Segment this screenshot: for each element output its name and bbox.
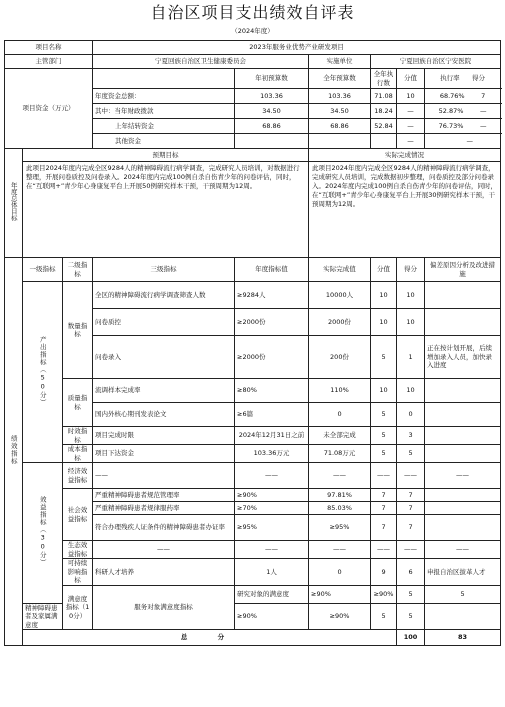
perf-row-reason: [425, 502, 501, 515]
goals-section-label: 年度总体目标: [5, 149, 23, 258]
perf-row-name: 项目下达资金: [93, 445, 235, 463]
perf-row-reason: [425, 445, 501, 463]
perf-row: [5, 585, 501, 603]
perf-row-actual: ≥95%: [309, 515, 371, 541]
perf-row: [5, 541, 501, 559]
perf-row-name: 严重精神障碍患者规律服药率: [93, 502, 235, 515]
perf-row-actual: 200份: [309, 336, 371, 379]
perf-row-name: 精神障碍患者及家属满意度: [23, 603, 63, 630]
funds-row-year: [309, 134, 371, 149]
funds-row-rate-score: [425, 134, 501, 149]
timeliness-label: 时效指标: [63, 427, 93, 445]
perf-row-reason: [425, 489, 501, 502]
eco-label: 生态效益指标: [63, 541, 93, 559]
perf-header-reason: 偏差原因分析及改进措施: [425, 258, 501, 282]
perf-row-score-value: 10: [371, 282, 397, 309]
total-score: 83: [425, 630, 501, 646]
funds-row-initial: 34.50: [235, 104, 309, 119]
goals-expected-text: 此项目2024年度内完成全区9284人的精神障碍流行病学调查，完成研究人员培训，对数据进行整理，开展问卷质控及问卷录入。2024年度内完成100例自杀自伤青少年的问卷评估，同时，在“互联网+”青少年心身康复平台上开展50例研究样本干预，干预周期为12周。: [23, 162, 309, 258]
output-label: 产出指标（50分）: [23, 282, 63, 463]
goals-actual-text: 此项目2024年度内完成全区9284人的精神障碍流行病学调查，完成研究人员培训，完成数据初步整理，问卷质控及部分问卷录入。2024年度内完成100例自杀自伤青少年的问卷评估，同时，在“互联网+”青少年心身康复平台上开展30例研究样本干预，干预周期为12周。: [309, 162, 501, 258]
perf-row: [5, 559, 501, 586]
perf-header-target: 年度指标值: [235, 258, 309, 282]
perf-row-reason: ——: [425, 463, 501, 489]
perf-header-score-value: 分值: [371, 258, 397, 282]
perf-row-target: 1人: [235, 559, 309, 586]
funds-row-name: 上年结转资金: [93, 119, 235, 134]
funds-row-initial: 103.36: [235, 89, 309, 104]
funds-header-blank: [93, 69, 235, 89]
funds-row-executed: 52.84: [371, 119, 397, 134]
impl-label: 实施单位: [309, 55, 371, 69]
dept-row: [5, 55, 501, 69]
perf-row-actual: 71.08万元: [309, 445, 371, 463]
perf-row-score: 6: [397, 559, 425, 586]
perf-row-score-value: 5: [371, 336, 397, 379]
goals-actual-label: 实际完成情况: [309, 149, 501, 162]
funds-header-year: 全年预算数: [309, 69, 371, 89]
perf-row-name: 全区的精神障碍流行病学调查筛查人数: [93, 282, 235, 309]
form-title: 自治区项目支出绩效自评表: [150, 3, 355, 22]
perf-row-score: 7: [397, 515, 425, 541]
perf-row-target: ≥80%: [235, 379, 309, 403]
perf-row-name: 项目完成时限: [93, 427, 235, 445]
perf-row-target: ≥6篇: [235, 403, 309, 427]
funds-row-initial: [235, 134, 309, 149]
perf-row-score: 10: [397, 282, 425, 309]
perf-row: [5, 445, 501, 463]
perf-row-actual: ≥90%: [309, 603, 371, 630]
perf-row-name: 问卷质控: [93, 309, 235, 336]
funds-row-score-value: —: [397, 104, 425, 119]
funds-row-rate-score: [425, 119, 501, 134]
funds-row-name: 其他资金: [93, 134, 235, 149]
perf-row-reason: 正在按计划开展，后续增加录入人员，加快录入进度: [425, 336, 501, 379]
perf-row-target: ≥90%: [309, 585, 371, 603]
dept-label: 主管部门: [5, 55, 93, 69]
perf-header-actual: 实际完成值: [309, 258, 371, 282]
perf-row-score: 7: [397, 502, 425, 515]
perf-row-name: ——: [93, 463, 235, 489]
perf-header-level1: 一级指标: [23, 258, 63, 282]
perf-row-name: 符合办理残疾人证条件的精神障碍患者办证率: [93, 515, 235, 541]
perf-row-reason: ——: [425, 541, 501, 559]
perf-row-reason: [425, 379, 501, 403]
perf-row-name: 国内外核心期刊发表论文: [93, 403, 235, 427]
perf-row-target: ≥2000份: [235, 309, 309, 336]
perf-row: [5, 379, 501, 403]
form-subtitle: （2024年度）: [231, 27, 274, 35]
goals-content-row: [5, 162, 501, 258]
perf-row-target: ≥95%: [235, 515, 309, 541]
impl-value: 宁夏回族自治区宁安医院: [371, 55, 501, 69]
perf-header-row: [5, 258, 501, 282]
perf-row-actual: 85.03%: [309, 502, 371, 515]
perf-row-actual: 0: [309, 403, 371, 427]
perf-row-score-value: ——: [371, 541, 397, 559]
qty-label: 数量指标: [63, 282, 93, 379]
funds-header-score: 得分: [472, 74, 485, 83]
perf-row-reason: [425, 309, 501, 336]
effect-label: 效益指标（30分）: [23, 463, 63, 604]
funds-header-initial: 年初预算数: [235, 69, 309, 89]
perf-row-actual: 110%: [309, 379, 371, 403]
funds-label: 项目资金（万元）: [5, 69, 93, 149]
sustain-label: 可持续影响指标: [63, 559, 93, 586]
perf-section-label: 绩效指标: [5, 258, 23, 646]
perf-row-target: ≥2000份: [235, 336, 309, 379]
satisfaction-label: 满意度指标（10分）: [63, 585, 93, 630]
perf-row-target: ≥90%: [235, 489, 309, 502]
goals-expected-label: 预期目标: [23, 149, 309, 162]
perf-row: [5, 427, 501, 445]
total-score-value: 100: [397, 630, 425, 646]
perf-row-score: ——: [397, 541, 425, 559]
social-label: 社会效益指标: [63, 489, 93, 541]
perf-row-target: 103.36万元: [235, 445, 309, 463]
perf-header-level3: 三级指标: [93, 258, 235, 282]
funds-row-rate: 68.76%: [439, 91, 465, 100]
perf-row-actual: 0: [309, 559, 371, 586]
funds-header-rate: 执行率: [440, 74, 460, 83]
perf-row: [5, 463, 501, 489]
perf-row-score-value: 10: [371, 379, 397, 403]
funds-row-name: 年度资金总额：: [93, 89, 235, 104]
funds-row-year: 34.50: [309, 104, 371, 119]
project-name-row: [5, 41, 501, 55]
total-label: 总 分: [23, 630, 397, 646]
perf-row-score-value: 10: [371, 309, 397, 336]
perf-row-actual: 97.81%: [309, 489, 371, 502]
perf-row-score-value: 5: [371, 603, 397, 630]
perf-row-actual: 10000人: [309, 282, 371, 309]
funds-row-rate-score: [425, 89, 501, 104]
perf-row-reason: 申报自治区拔革人才: [425, 559, 501, 586]
funds-row-rate: 52.87%: [438, 106, 464, 115]
funds-row-score: —: [479, 106, 487, 115]
funds-row-year: 103.36: [309, 89, 371, 104]
perf-row-score: 3: [397, 427, 425, 445]
funds-row-rate-score: [425, 104, 501, 119]
total-row: [5, 630, 501, 646]
funds-row-score: —: [466, 136, 474, 145]
perf-row-reason: [425, 403, 501, 427]
perf-row-score: 10: [397, 379, 425, 403]
perf-row-reason: [425, 603, 501, 630]
funds-row-score-value: 10: [397, 89, 425, 104]
perf-row-score-value: 7: [371, 515, 397, 541]
perf-header-level2: 二级指标: [63, 258, 93, 282]
perf-header-score: 得分: [397, 258, 425, 282]
perf-row-reason: [425, 427, 501, 445]
perf-row-name: 严重精神障碍患者规范管理率: [93, 489, 235, 502]
perf-row-score-value: 9: [371, 559, 397, 586]
funds-row-name: 其中：当年财政拨款: [93, 104, 235, 119]
funds-row-executed: 71.08: [371, 89, 397, 104]
perf-row-actual: 未全部完成: [309, 427, 371, 445]
perf-row-name: 科研人才培养: [93, 559, 235, 586]
perf-row-target: ≥9284人: [235, 282, 309, 309]
perf-row-actual: ——: [309, 463, 371, 489]
perf-row-target: ≥70%: [235, 502, 309, 515]
perf-row-score-value: 7: [371, 489, 397, 502]
perf-row-score-value: 5: [371, 427, 397, 445]
perf-row-actual: ——: [309, 541, 371, 559]
funds-row-score-value: —: [397, 134, 425, 149]
funds-row-rate: 76.73%: [438, 121, 464, 130]
perf-row-score: 7: [397, 489, 425, 502]
funds-header-executed: 全年执行数: [371, 69, 397, 89]
perf-row: [5, 282, 501, 309]
perf-row-target: ≥90%: [235, 603, 309, 630]
evaluation-table: [4, 40, 501, 646]
project-name-value: 2023年服务业优势产业研发项目: [93, 41, 501, 55]
perf-row-score: 0: [397, 403, 425, 427]
econ-label: 经济效益指标: [63, 463, 93, 489]
perf-row-score-value: 5: [371, 403, 397, 427]
perf-row-score: ——: [397, 463, 425, 489]
sat-label: 服务对象满意度指标: [93, 585, 235, 630]
funds-row-score: —: [479, 121, 487, 130]
perf-row-score-value: 5: [397, 585, 425, 603]
perf-row-actual: 2000份: [309, 309, 371, 336]
funds-header-rate-score: [425, 69, 501, 89]
dept-value: 宁夏回族自治区卫生健康委员会: [93, 55, 309, 69]
perf-row: [5, 489, 501, 502]
perf-row-score: 10: [397, 309, 425, 336]
perf-row-name: 研究对象的满意度: [235, 585, 309, 603]
perf-row-name: 流调样本完成率: [93, 379, 235, 403]
funds-header-row: [5, 69, 501, 89]
goals-header-row: [5, 149, 501, 162]
perf-row-score-value: 7: [371, 502, 397, 515]
perf-row-reason: [425, 282, 501, 309]
perf-row-name: 问卷录入: [93, 336, 235, 379]
perf-row-reason: [425, 515, 501, 541]
funds-row-executed: 18.24: [371, 104, 397, 119]
perf-row-score: 5: [397, 603, 425, 630]
perf-row-score: 5: [397, 445, 425, 463]
funds-row-initial: 68.86: [235, 119, 309, 134]
funds-row-year: 68.86: [309, 119, 371, 134]
perf-row-target: ——: [235, 463, 309, 489]
perf-row-score: 1: [397, 336, 425, 379]
funds-row-score: 7: [481, 91, 486, 100]
perf-row-target: 2024年12月31日之前: [235, 427, 309, 445]
cost-label: 成本指标: [63, 445, 93, 463]
perf-row-score-value: 5: [371, 445, 397, 463]
perf-row-score-value: ——: [371, 463, 397, 489]
perf-row-name: ——: [93, 541, 235, 559]
perf-row-target: ——: [235, 541, 309, 559]
funds-row-executed: [371, 134, 397, 149]
perf-row-score: 5: [425, 585, 501, 603]
funds-row-score-value: —: [397, 119, 425, 134]
funds-header-score-value: 分值: [397, 69, 425, 89]
project-name-label: 项目名称: [5, 41, 93, 55]
perf-row-actual: ≥90%: [371, 585, 397, 603]
quality-label: 质量指标: [63, 379, 93, 427]
